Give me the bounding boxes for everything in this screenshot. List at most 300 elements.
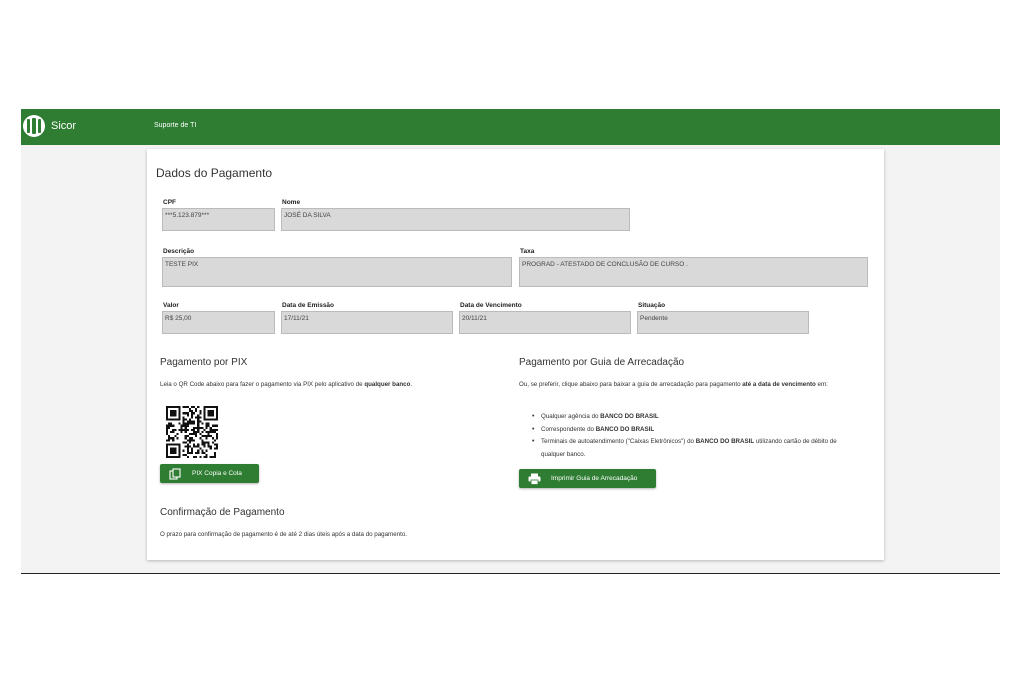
nome-field: JOSÉ DA SILVA (281, 208, 630, 231)
qr-module (212, 410, 214, 412)
qr-module (210, 456, 212, 458)
qr-module (212, 437, 214, 439)
qr-module (206, 425, 208, 427)
qr-module (203, 412, 205, 414)
qr-module (203, 435, 205, 437)
qr-module (172, 450, 174, 452)
qr-module (166, 450, 168, 452)
qr-module (197, 425, 199, 427)
qr-module (176, 406, 178, 408)
qr-module (206, 454, 208, 456)
qr-module (197, 416, 199, 418)
qr-module (216, 437, 218, 439)
list-item: • Qualquer agência do BANCO DO BRASIL (531, 411, 861, 424)
qr-module (199, 410, 201, 412)
qr-module (210, 431, 212, 433)
qr-module (216, 435, 218, 437)
qr-module (199, 456, 201, 458)
qr-module (197, 423, 199, 425)
qr-module (201, 435, 203, 437)
qr-module (191, 416, 193, 418)
qr-module (174, 452, 176, 454)
qr-module (189, 421, 191, 423)
payment-card (147, 149, 884, 560)
qr-module (189, 446, 191, 448)
qr-module (193, 406, 195, 408)
qr-module (214, 425, 216, 427)
qr-module (210, 412, 212, 414)
qr-module (214, 452, 216, 454)
qr-module (191, 452, 193, 454)
confirmacao-section-title: Confirmação de Pagamento (160, 507, 285, 518)
qr-module (187, 429, 189, 431)
qr-module (178, 452, 180, 454)
qr-module (212, 414, 214, 416)
qr-module (168, 427, 170, 429)
qr-module (185, 412, 187, 414)
qr-module (191, 450, 193, 452)
qr-module (172, 425, 174, 427)
qr-module (187, 414, 189, 416)
qr-module (216, 410, 218, 412)
qr-module (214, 429, 216, 431)
qr-module (176, 433, 178, 435)
qr-module (208, 441, 210, 443)
qr-module (168, 437, 170, 439)
qr-module (203, 416, 205, 418)
qr-module (178, 450, 180, 452)
qr-module (187, 448, 189, 450)
situacao-field: Pendente (637, 311, 809, 334)
qr-module (216, 414, 218, 416)
qr-module (178, 410, 180, 412)
descricao-field: TESTE PIX (162, 257, 512, 287)
qr-module (208, 433, 210, 435)
qr-module (176, 456, 178, 458)
qr-module (197, 450, 199, 452)
qr-module (187, 456, 189, 458)
qr-module (170, 443, 172, 445)
qr-module (176, 443, 178, 445)
qr-module (168, 456, 170, 458)
qr-module (181, 429, 183, 431)
qr-module (197, 446, 199, 448)
qr-module (212, 441, 214, 443)
qr-module (216, 425, 218, 427)
qr-module (212, 431, 214, 433)
qr-module (174, 435, 176, 437)
qr-module (183, 425, 185, 427)
page-title: Dados do Pagamento (156, 166, 273, 180)
qr-module (187, 423, 189, 425)
qr-module (203, 410, 205, 412)
qr-module (214, 406, 216, 408)
guia-section-title: Pagamento por Guia de Arrecadação (519, 357, 685, 368)
qr-module (166, 418, 168, 420)
qr-module (172, 414, 174, 416)
qr-module (206, 441, 208, 443)
qr-module (178, 414, 180, 416)
qr-module (178, 448, 180, 450)
qr-module (197, 431, 199, 433)
qr-module (166, 452, 168, 454)
nome-label: Nome (282, 199, 301, 206)
qr-module (178, 406, 180, 408)
qr-module (166, 414, 168, 416)
qr-module (178, 423, 180, 425)
qr-module (195, 446, 197, 448)
qr-module (183, 418, 185, 420)
qr-module (178, 412, 180, 414)
qr-module (191, 429, 193, 431)
qr-module (170, 406, 172, 408)
qr-module (195, 427, 197, 429)
qr-module (168, 406, 170, 408)
taxa-field: PROGRAD - ATESTADO DE CONCLUSÃO DE CURSO . (519, 257, 868, 287)
qr-module (170, 414, 172, 416)
qr-module (206, 456, 208, 458)
qr-module (174, 410, 176, 412)
qr-module (203, 418, 205, 420)
qr-module (189, 433, 191, 435)
qr-module (199, 421, 201, 423)
qr-module (187, 450, 189, 452)
qr-module (187, 421, 189, 423)
qr-module (208, 423, 210, 425)
qr-module (187, 446, 189, 448)
qr-module (183, 406, 185, 408)
qr-module (214, 439, 216, 441)
qr-module (166, 406, 168, 408)
qr-module (191, 433, 193, 435)
qr-module (195, 416, 197, 418)
qr-module (166, 429, 168, 431)
app-name[interactable]: Sicor (51, 120, 77, 132)
qr-module (170, 431, 172, 433)
qr-module (170, 418, 172, 420)
confirmacao-text: O prazo para confirmação de pagamento é de até 2 dias úteis após a data do pagamento. (160, 531, 407, 538)
pix-instructions: Leia o QR Code abaixo para fazer o pagamento via PIX pelo aplicativo de qualquer banco. (160, 381, 413, 388)
qr-module (174, 448, 176, 450)
list-item: • Correspondente do BANCO DO BRASIL (531, 424, 861, 437)
qr-module (183, 416, 185, 418)
qr-module (168, 423, 170, 425)
qr-module (197, 406, 199, 408)
imprimir-guia-button[interactable] (519, 469, 656, 488)
qr-module (212, 425, 214, 427)
qr-module (210, 410, 212, 412)
qr-module (193, 427, 195, 429)
qr-module (172, 412, 174, 414)
qr-module (212, 429, 214, 431)
qr-module (185, 431, 187, 433)
qr-module (216, 408, 218, 410)
qr-module (195, 435, 197, 437)
qr-module (166, 427, 168, 429)
qr-module (183, 412, 185, 414)
qr-module (206, 423, 208, 425)
qr-module (168, 443, 170, 445)
qr-module (210, 429, 212, 431)
qr-module (203, 446, 205, 448)
qr-module (208, 418, 210, 420)
qr-module (203, 408, 205, 410)
qr-module (212, 456, 214, 458)
qr-module (201, 441, 203, 443)
qr-module (183, 450, 185, 452)
qr-module (172, 448, 174, 450)
qr-module (189, 441, 191, 443)
qr-module (170, 425, 172, 427)
qr-module (166, 456, 168, 458)
qr-module (174, 406, 176, 408)
qr-module (201, 450, 203, 452)
qr-module (166, 416, 168, 418)
taxa-label: Taxa (520, 248, 535, 255)
qr-module (210, 406, 212, 408)
qr-module (172, 452, 174, 454)
qr-module (176, 437, 178, 439)
qr-module (174, 429, 176, 431)
descricao-label: Descrição (163, 248, 195, 255)
qr-module (166, 448, 168, 450)
qr-module (166, 446, 168, 448)
pix-qr-code (166, 406, 218, 458)
emissao-field: 17/11/21 (281, 311, 453, 334)
qr-module (193, 431, 195, 433)
qr-module (166, 425, 168, 427)
qr-module (168, 418, 170, 420)
qr-module (208, 431, 210, 433)
top-navbar (21, 109, 1000, 145)
qr-module (197, 421, 199, 423)
qr-module (174, 443, 176, 445)
emissao-label: Data de Emissão (282, 302, 335, 309)
qr-module (193, 446, 195, 448)
qr-module (191, 421, 193, 423)
qr-module (189, 439, 191, 441)
qr-module (189, 423, 191, 425)
qr-module (201, 452, 203, 454)
qr-module (216, 433, 218, 435)
qr-module (168, 439, 170, 441)
qr-module (178, 429, 180, 431)
qr-module (191, 410, 193, 412)
qr-module (193, 456, 195, 458)
qr-module (197, 414, 199, 416)
qr-module (203, 456, 205, 458)
qr-module (166, 431, 168, 433)
qr-module (189, 418, 191, 420)
qr-module (208, 414, 210, 416)
qr-module (199, 427, 201, 429)
qr-module (170, 456, 172, 458)
qr-module (195, 410, 197, 412)
qr-module (183, 423, 185, 425)
qr-module (212, 406, 214, 408)
nav-link-suporte-ti[interactable]: Suporte de TI (154, 122, 197, 129)
qr-module (195, 452, 197, 454)
qr-module (191, 423, 193, 425)
qr-module (210, 446, 212, 448)
qr-module (199, 448, 201, 450)
qr-module (185, 437, 187, 439)
qr-module (208, 425, 210, 427)
qr-module (191, 439, 193, 441)
qr-module (193, 421, 195, 423)
qr-module (181, 427, 183, 429)
qr-module (193, 433, 195, 435)
qr-module (168, 425, 170, 427)
vencimento-label: Data de Vencimento (460, 302, 522, 309)
cpf-label: CPF (163, 199, 176, 206)
qr-module (191, 406, 193, 408)
qr-module (206, 435, 208, 437)
qr-module (185, 435, 187, 437)
qr-module (183, 421, 185, 423)
qr-module (201, 443, 203, 445)
qr-module (193, 439, 195, 441)
qr-module (166, 454, 168, 456)
pix-copia-cola-label: PIX Copia e Cola (192, 470, 242, 477)
qr-module (166, 443, 168, 445)
qr-module (212, 418, 214, 420)
qr-module (189, 410, 191, 412)
qr-module (214, 454, 216, 456)
qr-module (187, 443, 189, 445)
copy-icon (168, 467, 182, 481)
qr-module (172, 431, 174, 433)
qr-module (174, 456, 176, 458)
qr-module (178, 446, 180, 448)
qr-module (197, 443, 199, 445)
qr-module (210, 414, 212, 416)
qr-module (201, 431, 203, 433)
qr-module (174, 414, 176, 416)
qr-module (208, 412, 210, 414)
situacao-label: Situação (638, 302, 666, 309)
qr-module (208, 435, 210, 437)
qr-module (187, 452, 189, 454)
qr-module (216, 406, 218, 408)
qr-module (172, 410, 174, 412)
qr-module (216, 446, 218, 448)
qr-module (208, 410, 210, 412)
qr-module (195, 433, 197, 435)
qr-module (193, 412, 195, 414)
app-window (21, 109, 1000, 574)
qr-module (185, 441, 187, 443)
qr-module (181, 431, 183, 433)
qr-module (193, 443, 195, 445)
qr-module (203, 443, 205, 445)
qr-module (197, 452, 199, 454)
qr-module (203, 429, 205, 431)
qr-module (170, 423, 172, 425)
qr-module (210, 427, 212, 429)
qr-module (203, 452, 205, 454)
qr-module (195, 431, 197, 433)
qr-module (201, 423, 203, 425)
printer-icon (527, 472, 541, 486)
qr-module (216, 443, 218, 445)
valor-label: Valor (163, 302, 179, 309)
sicor-logo-icon[interactable] (23, 115, 45, 137)
qr-module (185, 425, 187, 427)
qr-module (185, 446, 187, 448)
qr-module (206, 418, 208, 420)
qr-module (208, 443, 210, 445)
qr-module (185, 406, 187, 408)
qr-module (185, 454, 187, 456)
qr-module (214, 431, 216, 433)
qr-module (178, 454, 180, 456)
qr-module (172, 456, 174, 458)
qr-module (208, 446, 210, 448)
guia-instructions: Ou, se preferir, clique abaixo para baixar a guia de arrecadação para pagamento até a data de vencimento em: (519, 381, 828, 388)
qr-module (166, 433, 168, 435)
qr-module (216, 429, 218, 431)
qr-module (185, 423, 187, 425)
qr-module (214, 443, 216, 445)
qr-module (176, 418, 178, 420)
qr-module (189, 437, 191, 439)
qr-module (185, 429, 187, 431)
vencimento-field: 20/11/21 (459, 311, 631, 334)
list-item: • Terminais de autoatendimento ("Caixas Eletrônicos") do BANCO DO BRASIL utilizando cartão de débito de qualquer banco. (531, 436, 861, 461)
qr-module (168, 435, 170, 437)
qr-module (193, 429, 195, 431)
qr-module (206, 431, 208, 433)
qr-module (208, 406, 210, 408)
qr-module (206, 450, 208, 452)
qr-module (197, 427, 199, 429)
qr-module (195, 456, 197, 458)
qr-module (216, 412, 218, 414)
qr-module (210, 448, 212, 450)
qr-module (172, 429, 174, 431)
qr-module (178, 418, 180, 420)
qr-module (187, 412, 189, 414)
qr-module (206, 437, 208, 439)
qr-module (212, 412, 214, 414)
qr-module (181, 425, 183, 427)
qr-module (166, 439, 168, 441)
qr-module (170, 452, 172, 454)
qr-module (199, 416, 201, 418)
qr-module (216, 448, 218, 450)
qr-module (201, 427, 203, 429)
qr-module (178, 416, 180, 418)
qr-module (174, 418, 176, 420)
qr-module (199, 412, 201, 414)
qr-module (191, 412, 193, 414)
qr-module (191, 448, 193, 450)
qr-module (187, 439, 189, 441)
qr-module (210, 435, 212, 437)
qr-module (178, 408, 180, 410)
qr-module (206, 406, 208, 408)
cpf-field: ***5.123.879*** (162, 208, 275, 231)
qr-module (197, 429, 199, 431)
qr-module (183, 454, 185, 456)
pix-copia-cola-button[interactable] (160, 464, 259, 483)
qr-module (170, 448, 172, 450)
qr-module (214, 456, 216, 458)
qr-module (166, 412, 168, 414)
qr-module (172, 437, 174, 439)
guia-locations-list (531, 411, 861, 461)
